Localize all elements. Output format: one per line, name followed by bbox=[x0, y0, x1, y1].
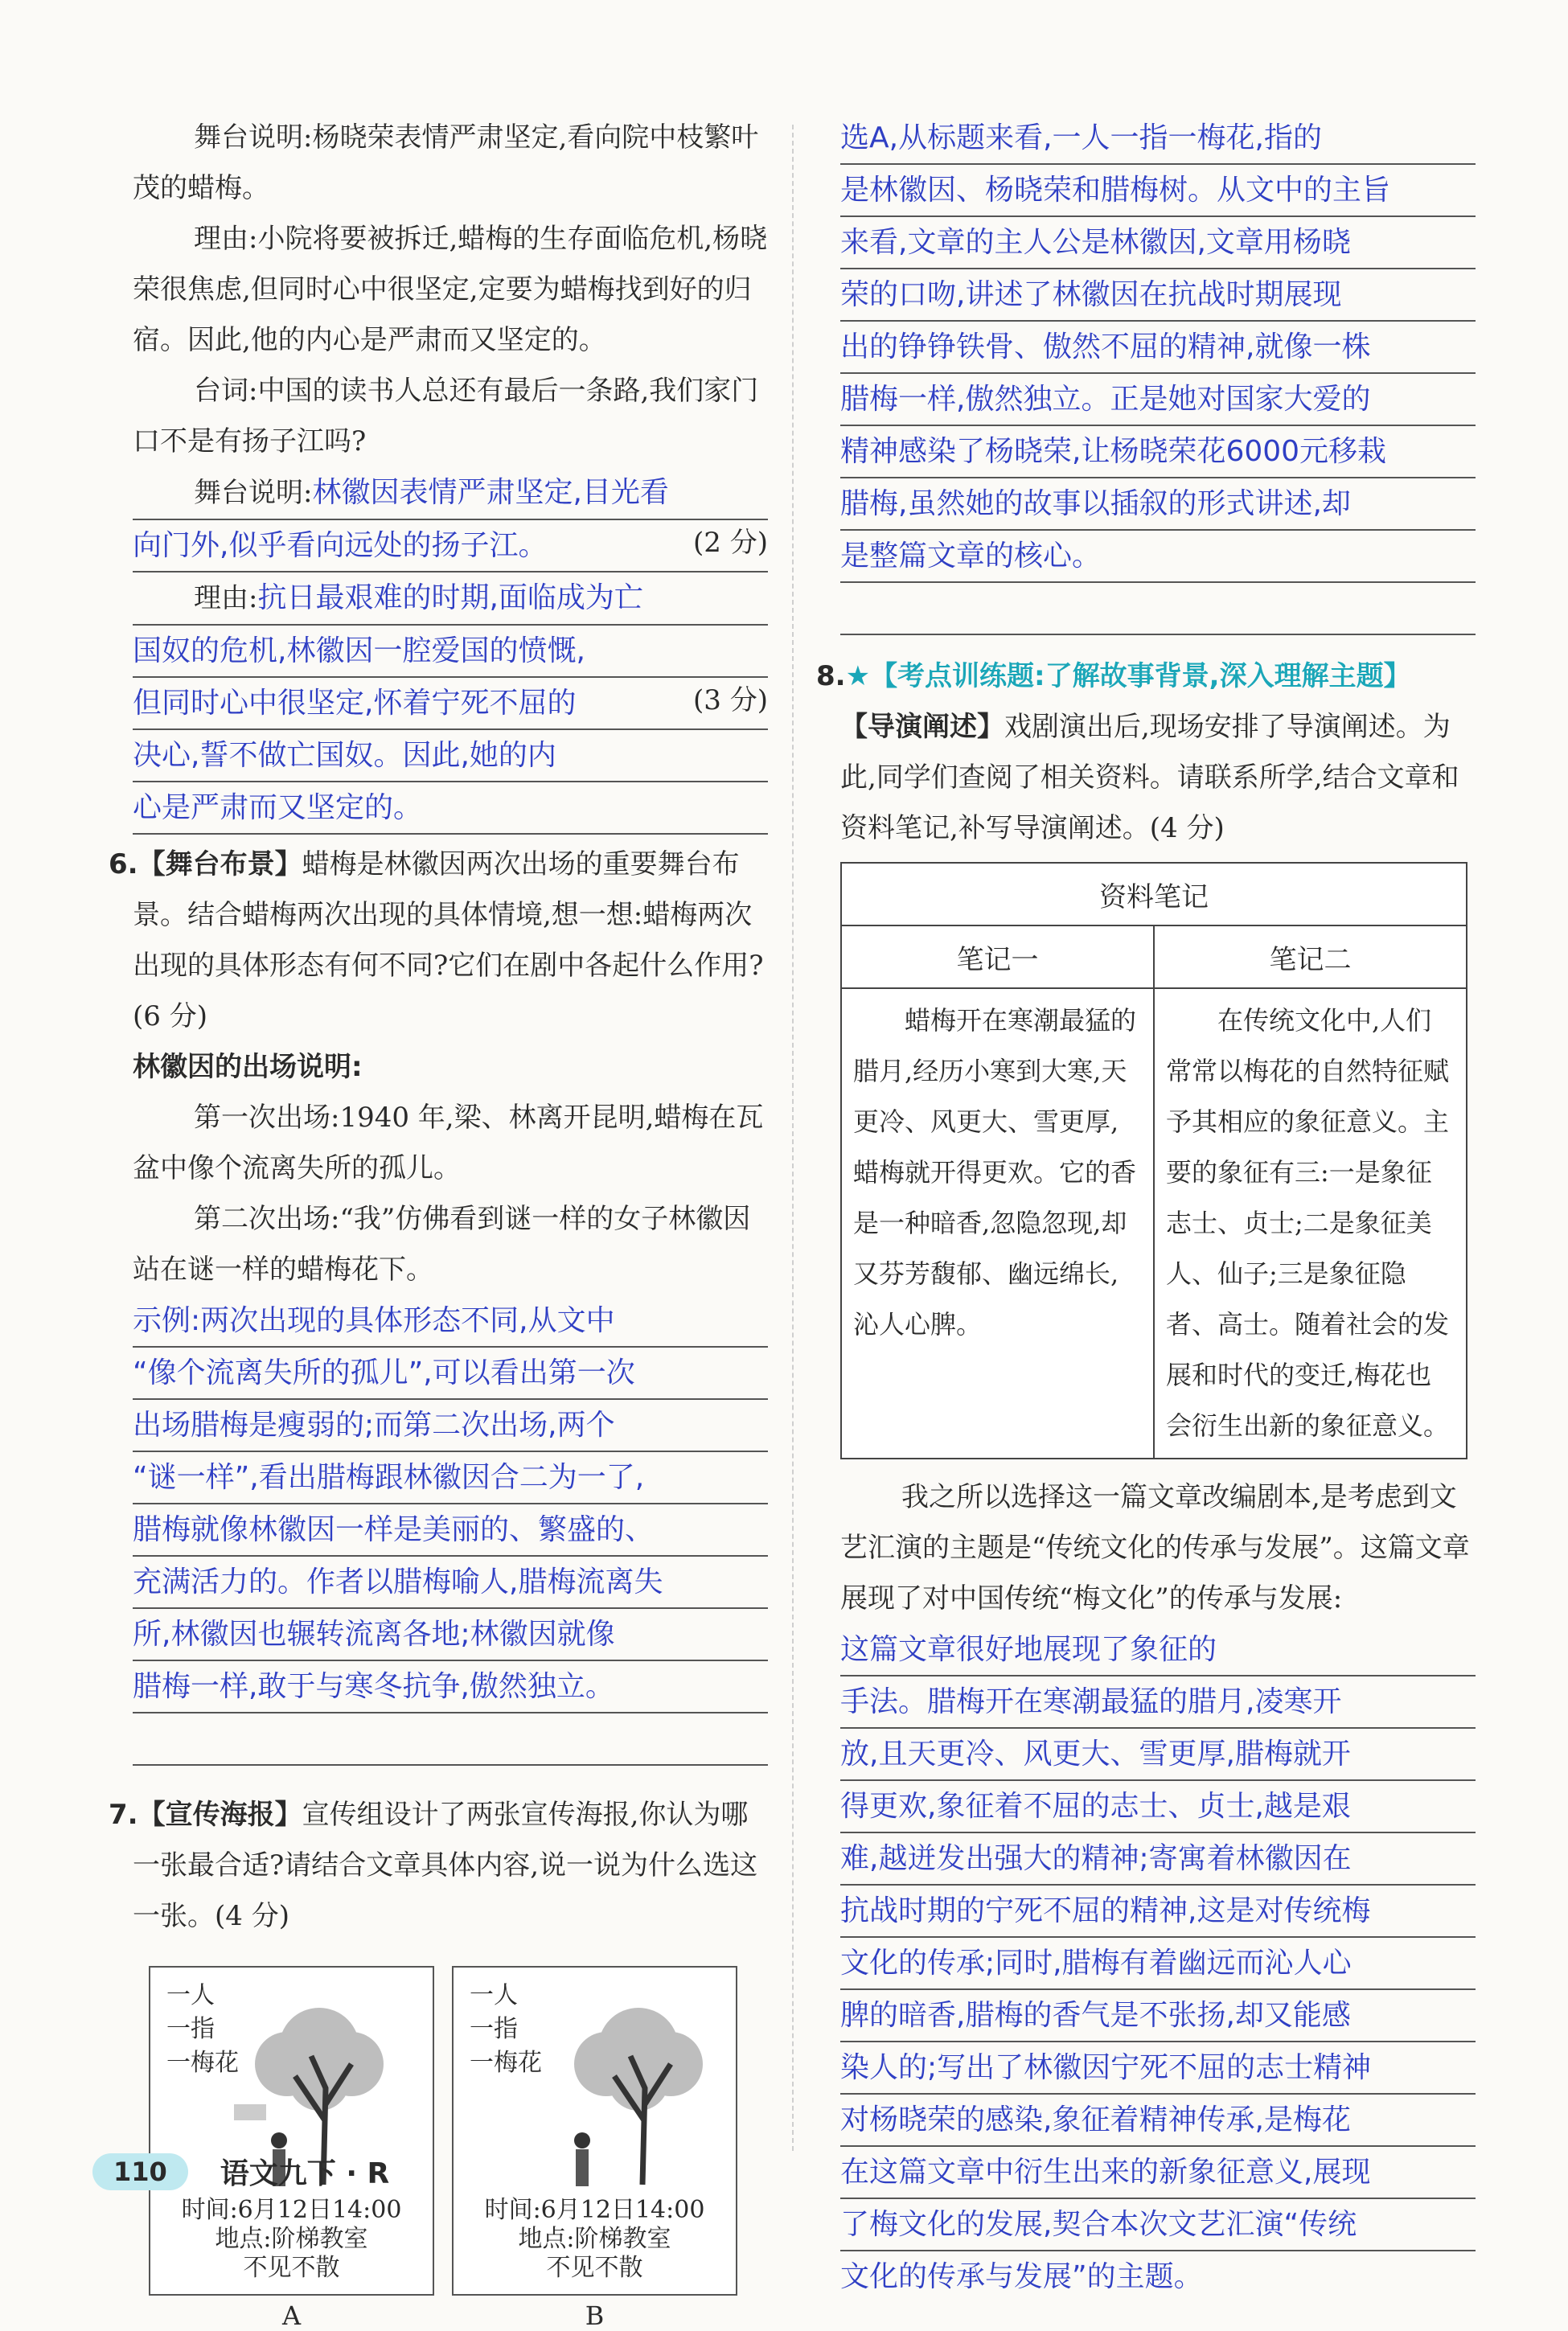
blank-answer-line bbox=[133, 1713, 768, 1766]
question-7-text: 宣传组设计了两张宣传海报,你认为哪一张最合适?请结合文章具体内容,说一说为什么选这一张。(4 分) bbox=[133, 1799, 758, 1932]
question-7-answer-line: 荣的口吻,讲述了林徽因在抗战时期展现 bbox=[840, 269, 1476, 322]
question-8-text: 戏剧演出后,现场安排了导演阐述。为此,同学们查阅了相关资料。请联系所学,结合文章和资料笔记,补写导演阐述。(4 分) bbox=[840, 711, 1459, 844]
question-8-answer-line: 抗战时期的宁死不屈的精神,这是对传统梅 bbox=[840, 1886, 1476, 1938]
poster-b-title-line: 一指 bbox=[470, 2015, 518, 2043]
question-6-subheading: 林徽因的出场说明: bbox=[133, 1051, 363, 1083]
question-8-answer-line: 这篇文章很好地展现了象征的 bbox=[840, 1624, 1476, 1676]
plum-tree-illustration bbox=[534, 2000, 711, 2193]
question-8-sub-tag: 【导演阐述】 bbox=[840, 711, 1004, 743]
poster-a-time: 时间:6月12日14:00 bbox=[181, 2196, 402, 2224]
blank-answer-line bbox=[840, 583, 1476, 635]
question-8-answer-line: 文化的传承与发展”的主题。 bbox=[840, 2260, 1203, 2293]
poster-b-place: 地点:阶梯教室 bbox=[518, 2225, 671, 2253]
question-8 bbox=[840, 702, 1476, 854]
question-6-answer-line: 所,林徽因也辗转流离各地;林徽因就像 bbox=[133, 1609, 768, 1661]
poster-a-title-line: 一人 bbox=[166, 1981, 215, 2009]
question-6-number: 6. bbox=[109, 848, 138, 880]
question-6 bbox=[109, 839, 768, 1042]
notes-col-2-body: 在传统文化中,人们常常以梅花的自然特征赋予其相应的象征意义。主要的象征有三:一是象征志士、贞士;二是象征美人、仙子;三是象征隐者、高士。随着社会的发展和时代的变迁,梅花也会衍生出新的象征意义。 bbox=[1154, 988, 1467, 1459]
second-appearance: 第二次出场:“我”仿佛看到谜一样的女子林徽因站在谜一样的蜡梅花下。 bbox=[133, 1203, 751, 1286]
question-8-answer-line: 染人的;写出了林徽因宁死不屈的志士精神 bbox=[840, 2042, 1476, 2095]
stage-direction-2-row-2 bbox=[133, 520, 768, 572]
reason-2-answer-line: 国奴的危机,林徽因一腔爱国的愤慨, bbox=[133, 626, 768, 678]
poster-a bbox=[149, 1966, 434, 2331]
question-6-answer-line: 腊梅一样,敢于与寒冬抗争,傲然独立。 bbox=[133, 1661, 768, 1713]
question-8-number: 8. bbox=[816, 660, 846, 692]
score-3: (3 分) bbox=[693, 684, 768, 716]
notes-col-2-header: 笔记二 bbox=[1154, 925, 1467, 988]
poster-a-label: A bbox=[281, 2300, 302, 2331]
column-divider bbox=[792, 125, 794, 2151]
question-6-answer-line: 腊梅就像林徽因一样是美丽的、繁盛的、 bbox=[133, 1504, 768, 1557]
question-8-heading bbox=[816, 651, 1476, 702]
poster-b-time: 时间:6月12日14:00 bbox=[484, 2196, 705, 2224]
notes-table-title: 资料笔记 bbox=[841, 863, 1467, 925]
notes-col-1-header: 笔记一 bbox=[841, 925, 1154, 988]
reason-2-row-1 bbox=[133, 572, 768, 626]
question-8-tag: 【考点训练题:了解故事背景,深入理解主题】 bbox=[870, 660, 1411, 692]
question-7 bbox=[109, 1790, 768, 1942]
question-7-answer-line: 出的铮铮铁骨、傲然不屈的精神,就像一株 bbox=[840, 322, 1476, 374]
left-column bbox=[109, 113, 768, 2331]
question-7-answer-line: 是林徽因、杨晓荣和腊梅树。从文中的主旨 bbox=[840, 165, 1476, 217]
notes-col-1-body: 蜡梅开在寒潮最猛的腊月,经历小寒到大寒,天更冷、风更大、雪更厚,蜡梅就开得更欢。它的香是一种暗香,忽隐忽现,却又芬芳馥郁、幽远绵长,沁人心脾。 bbox=[841, 988, 1154, 1459]
stage-direction-2-answer-1: 林徽因表情严肃坚定,目光看 bbox=[312, 476, 669, 509]
reason-2-row-3 bbox=[133, 678, 768, 730]
question-6-answer-line: 充满活力的。作者以腊梅喻人,腊梅流离失 bbox=[133, 1557, 768, 1609]
right-column bbox=[816, 113, 1476, 2302]
question-8-answer-line: 文化的传承;同时,腊梅有着幽远而沁人心 bbox=[840, 1938, 1476, 1990]
poster-b-title-line: 一梅花 bbox=[470, 2049, 542, 2077]
question-6-answer-line: “谜一样”,看出腊梅跟林徽因合二为一了, bbox=[133, 1452, 768, 1504]
question-8-answer-line: 放,且天更冷、风更大、雪更厚,腊梅就开 bbox=[840, 1729, 1476, 1781]
question-7-answer-line: 精神感染了杨晓荣,让杨晓荣花6000元移栽 bbox=[840, 426, 1476, 478]
poster-a-note: 不见不散 bbox=[243, 2254, 340, 2282]
stage-direction-2-row-1 bbox=[133, 467, 768, 520]
dialogue-line: 台词:中国的读书人总还有最后一条路,我们家门口不是有扬子江吗? bbox=[133, 375, 759, 458]
poster-b-title-line: 一人 bbox=[470, 1981, 518, 2009]
reason-2-label: 理由: bbox=[194, 582, 258, 614]
poster-b-frame bbox=[452, 1966, 737, 2296]
poster-a-title-line: 一指 bbox=[166, 2015, 215, 2043]
page-number: 110 bbox=[92, 2153, 188, 2190]
question-7-answer-line: 选A,从标题来看,一人一指一梅花,指的 bbox=[840, 113, 1476, 165]
poster-a-frame bbox=[149, 1966, 434, 2296]
poster-a-title-line: 一梅花 bbox=[166, 2049, 239, 2077]
reason-2-answer-line: 抗日最艰难的时期,面临成为亡 bbox=[257, 581, 643, 614]
poster-b-note: 不见不散 bbox=[546, 2254, 643, 2282]
question-8-paragraph: 我之所以选择这一篇文章改编剧本,是考虑到文艺汇演的主题是“传统文化的传承与发展”。这篇文章展现了对中国传统“梅文化”的传承与发展: bbox=[840, 1481, 1470, 1615]
question-7-answer-line: 腊梅,虽然她的故事以插叙的形式讲述,却 bbox=[840, 478, 1476, 531]
poster-b-label: B bbox=[585, 2300, 605, 2331]
poster-options bbox=[149, 1966, 768, 2331]
question-8-answer-line: 手法。腊梅开在寒潮最猛的腊月,凌寒开 bbox=[840, 1676, 1476, 1729]
question-8-answer-line: 难,越迸发出强大的精神;寄寓着林徽因在 bbox=[840, 1833, 1476, 1886]
reason-1: 理由:小院将要被拆迁,蜡梅的生存面临危机,杨晓荣很焦虑,但同时心中很坚定,定要为蜡梅找到好的归宿。因此,他的内心是严肃而又坚定的。 bbox=[133, 223, 768, 356]
star-icon: ★ bbox=[845, 660, 871, 692]
question-6-answer-line: 示例:两次出现的具体形态不同,从文中 bbox=[133, 1295, 768, 1348]
stage-direction-2-label: 舞台说明: bbox=[194, 477, 313, 509]
reason-2-answer-line: 但同时心中很坚定,怀着宁死不屈的 bbox=[133, 687, 577, 720]
question-7-answer-line: 腊梅一样,傲然独立。正是她对国家大爱的 bbox=[840, 374, 1476, 426]
question-7-number: 7. bbox=[109, 1799, 138, 1831]
question-7-tag: 【宣传海报】 bbox=[138, 1799, 302, 1831]
question-6-tag: 【舞台布景】 bbox=[138, 848, 302, 880]
book-title: 语文九下 · R bbox=[220, 2157, 390, 2190]
question-8-answer-line: 了梅文化的发展,契合本次文艺汇演“传统 bbox=[840, 2199, 1476, 2251]
first-appearance: 第一次出场:1940 年,梁、林离开昆明,蜡梅在瓦盆中像个流离失所的孤儿。 bbox=[133, 1102, 764, 1184]
question-8-answer-line: 在这篇文章中衍生出来的新象征意义,展现 bbox=[840, 2147, 1476, 2199]
question-7-answer-line: 是整篇文章的核心。 bbox=[840, 531, 1476, 583]
question-8-answer-line: 对杨晓荣的感染,象征着精神传承,是梅花 bbox=[840, 2095, 1476, 2147]
reason-2-answer-line: 心是严肃而又坚定的。 bbox=[133, 782, 768, 835]
question-6-answer-line: 出场腊梅是瘦弱的;而第二次出场,两个 bbox=[133, 1400, 768, 1452]
stage-direction-1: 舞台说明:杨晓荣表情严肃坚定,看向院中枝繁叶茂的蜡梅。 bbox=[133, 121, 759, 204]
question-8-answer-line: 得更欢,象征着不屈的志士、贞士,越是艰 bbox=[840, 1781, 1476, 1833]
question-6-text: 蜡梅是林徽因两次出场的重要舞台布景。结合蜡梅两次出现的具体情境,想一想:蜡梅两次出现的具体形态有何不同?它们在剧中各起什么作用?(6 分) bbox=[133, 848, 764, 1032]
page-footer bbox=[92, 2151, 389, 2192]
notes-table bbox=[840, 862, 1467, 1459]
poster-a-place: 地点:阶梯教室 bbox=[215, 2225, 368, 2253]
score-2: (2 分) bbox=[693, 527, 768, 559]
stage-direction-2-answer-2: 向门外,似乎看向远处的扬子江。 bbox=[133, 529, 548, 562]
question-6-answer-line: “像个流离失所的孤儿”,可以看出第一次 bbox=[133, 1348, 768, 1400]
question-8-answer-line: 脾的暗香,腊梅的香气是不张扬,却又能感 bbox=[840, 1990, 1476, 2042]
question-7-answer-line: 来看,文章的主人公是林徽因,文章用杨晓 bbox=[840, 217, 1476, 269]
poster-b bbox=[452, 1966, 737, 2331]
reason-2-answer-line: 决心,誓不做亡国奴。因此,她的内 bbox=[133, 730, 768, 782]
